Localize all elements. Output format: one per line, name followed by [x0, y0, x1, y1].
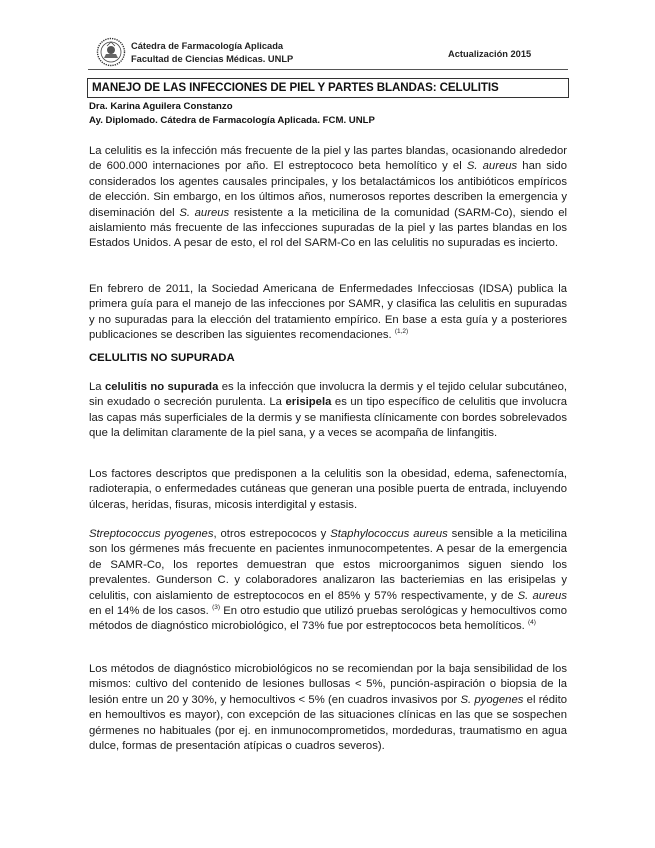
paragraph-2: En febrero de 2011, la Sociedad Americana de Enfermedades Infecciosas (IDSA) publica la primera guía para el manejo de las infecciones por SAMR, y clasifica las celulitis en supuradas y no supuradas para la elección del tratamiento empírico. En base a esta guía y a posteriores publicaciones se describen las siguientes recomendaciones. $^{(1,2)}$ — [89, 283, 567, 342]
citation-ref: (1,2) — [394, 328, 409, 336]
institution-name: Cátedra de Farmacología Aplicada — [131, 41, 284, 51]
author-affiliation: Ay. Diplomado. Cátedra de Farmacología Aplicada. FCM. UNLP — [89, 115, 375, 126]
paragraph-3: La celulitis no supurada es la infección que involucra la dermis y el tejido celular subcutáneo, sin exudado o secreción purulenta. La erisipela es un tipo específico de celulitis que involucra las capas más superficiales de la dermis y se manifiesta clínicamente con bordes sobrelevados que la delimitan claramente de la piel sana, y a veces se acompaña de linfangitis. — [89, 381, 567, 440]
header-divider — [88, 69, 568, 70]
document-title: MANEJO DE LAS INFECCIONES DE PIEL Y PARTES BLANDAS: CELULITIS — [92, 81, 499, 94]
title-box — [87, 78, 569, 98]
citation-ref: (3) — [212, 604, 221, 612]
paragraph-6: Los métodos de diagnóstico microbiológicos no se recomiendan por la baja sensibilidad de los mismos: cultivo del contenido de lesiones bullosas < 5%, punción-aspiración o biopsia de la lesión entre un 20 y 30%, y hemocultivos < 5% (en cuadros invasivos por S. pyogenes el rédito en hemoultivos es mayor), con excepción de las situaciones clínicas en las que se sospechen gérmenes no habituales (por ej. en inmunocomprometidos, mordeduras, traumatismo en agua dulce, formas de presentación atípicas o cuadros severos). — [89, 663, 567, 753]
paragraph-5: Streptococcus pyogenes, otros estrepococos y Staphylococcus aureus sensible a la meticilina son los gérmenes más frecuente en pacientes inmunocompetentes. A pesar de la emergencia de SAMR-Co, los reportes demuestran que estos microorganimos siguen siendo los prevalentes. Gunderson C. y colaboradores analizaron las bacteriemias en las erisipelas y celulitis, con aislamiento de estreptococos en el 85% y 57% respectivamente, y de S. aureus en el 14% de los casos. $^{(3)}$ En otro estudio que utilizó pruebas serológicas y hemocultivos como métodos de diagnóstico microbiológico, el 73% fue por estreptococos beta hemolíticos. $^{(4)}$ — [89, 528, 568, 633]
paragraph-4: Los factores descriptos que predisponen a la celulitis son la obesidad, edema, safenectomía, radioterapia, o enfermedades cutáneas que generan una posible puerta de entrada, incluyendo úlceras, heridas, fisuras, micosis interdigital y estasis. — [89, 468, 567, 511]
faculty-name: Facultad de Ciencias Médicas. UNLP — [131, 54, 294, 64]
university-seal-icon — [96, 37, 126, 67]
update-label: Actualización 2015 — [448, 49, 532, 59]
citation-ref: (4) — [527, 619, 536, 627]
author-name: Dra. Karina Aguilera Constanzo — [89, 101, 233, 112]
paragraph-1: La celulitis es la infección más frecuente de la piel y las partes blandas, ocasionando alrededor de 600.000 internaciones por año. El estreptococo beta hemolítico y el S. aureus han sido considerados los agentes causales principales, y los betalactámicos los antibióticos empíricos de elección. Sin embargo, en los últimos años, numerosos reportes describen la emergencia y diseminación del S. aureus resistente a la meticilina de la comunidad (SARM-Co), siendo el aislamiento más frecuente de las infecciones supuradas de la piel y las partes blandas en los Estados Unidos. A pesar de esto, el rol del SARM-Co en las celulitis no supuradas es incierto. — [89, 145, 568, 250]
section-heading: CELULITIS NO SUPURADA — [89, 352, 235, 364]
